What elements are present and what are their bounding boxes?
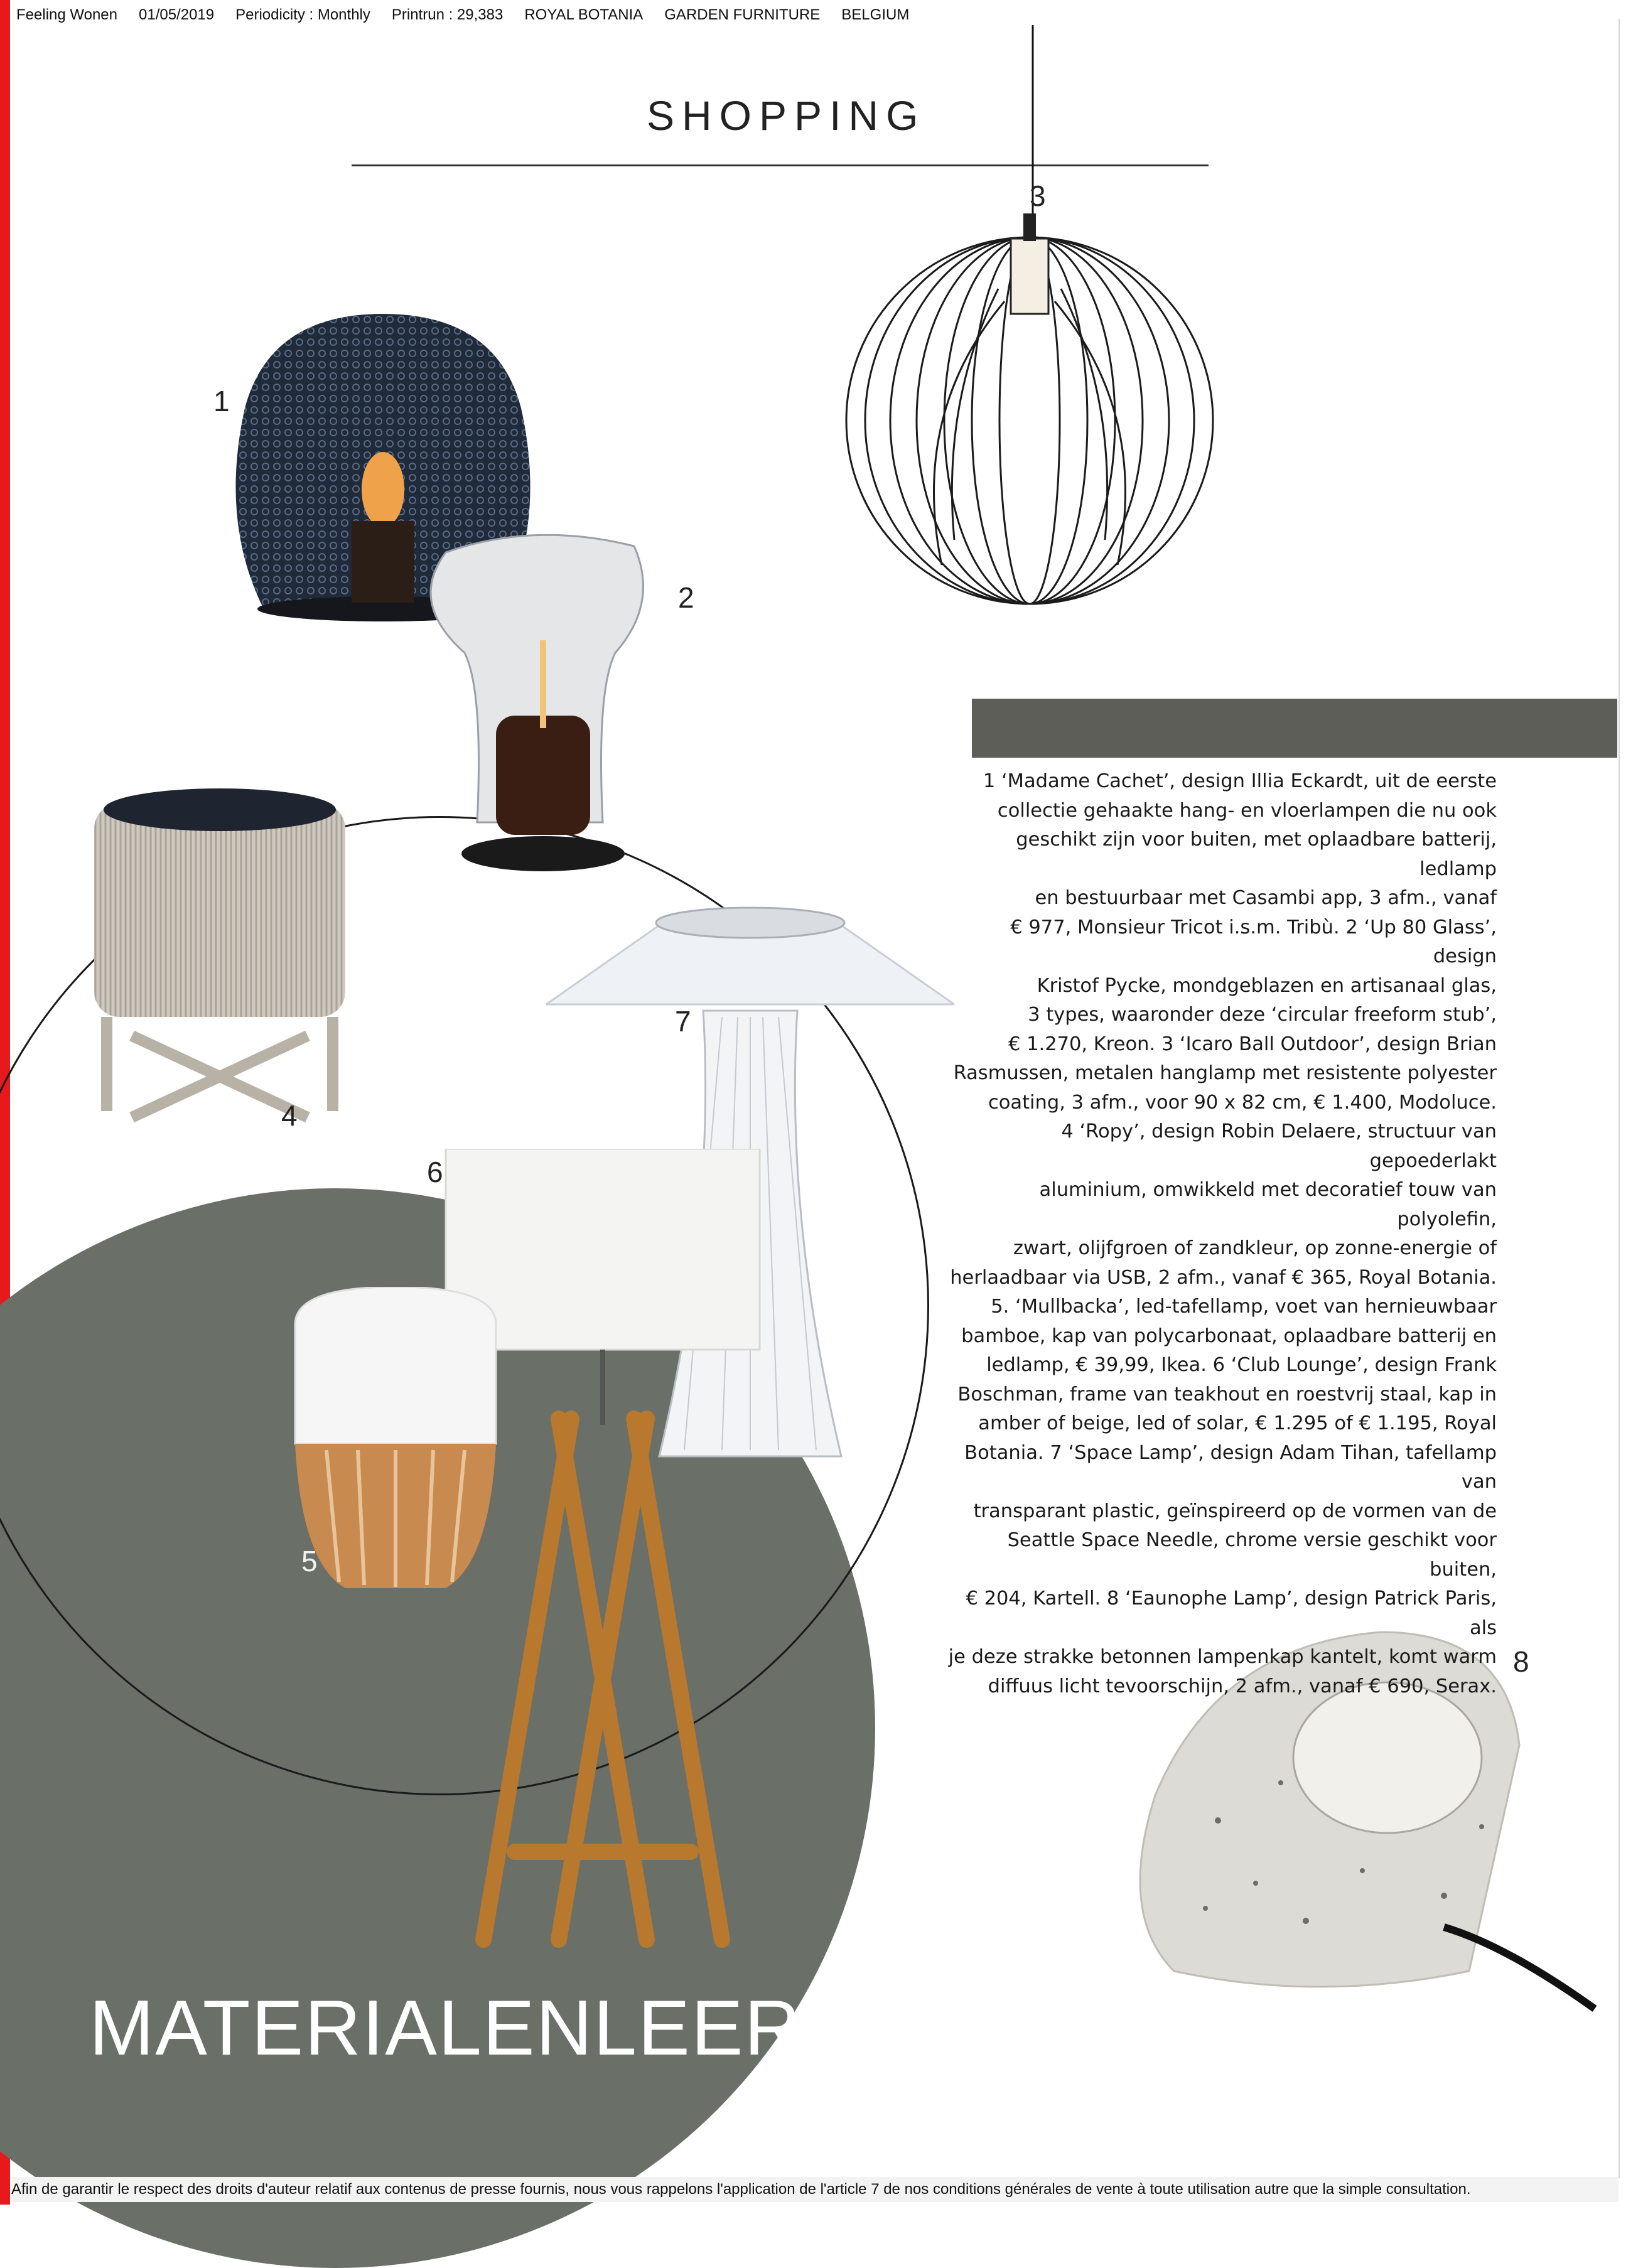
product-number-5: 5 <box>301 1545 318 1577</box>
header-client: ROYAL BOTANIA <box>524 6 644 23</box>
title-rule <box>352 164 1209 166</box>
product-number-2: 2 <box>678 581 694 614</box>
product-number-4: 4 <box>281 1099 298 1132</box>
page-edge-rule <box>1619 19 1620 2178</box>
feature-title: MATERIALENLEER <box>89 1985 802 2072</box>
header-date: 01/05/2019 <box>139 6 215 23</box>
rope-lantern-image <box>88 785 352 1161</box>
press-header <box>16 3 915 28</box>
product-number-6: 6 <box>427 1156 443 1188</box>
caption-band <box>972 699 1617 758</box>
wire-ball-pendant-image <box>835 213 1224 615</box>
header-printrun: Printrun : 29,383 <box>391 6 504 23</box>
product-descriptions: 1 ‘Madame Cachet’, design Illia Eckardt, uit de eerste collectie gehaakte hang- en vloerlampen die nu ook geschikt zijn voor buiten, met oplaadbare batterij, ledlamp en bestuurbaar met Casambi app, 3 afm., vanaf € 977, Monsieur Tricot i.s.m. Tribù. 2 ‘Up 80 Glass’, design Kristof Pycke, mondgeblazen en artisanaal glas, 3 types, waaronder deze ‘circular freeform stub’, € 1.270, Kreon. 3 ‘Icaro Ball Outdoor’, design Brian Rasmussen, metalen hanglamp met resistente polyester coating, 3 afm., voor 90 x 82 cm, € 1.400, Modoluce. 4 ‘Ropy’, design Robin Delaere, structuur van gepoederlakt aluminium, omwikkeld met decoratief touw van polyolefin, zwart, olijfgroen of zandkleur, op zonne-energie of herlaadbaar via USB, 2 afm., vanaf € 365, Royal Botania. 5. ‘Mullbacka’, led-tafellamp, voet van hernieuwbaar bamboe, kap van polycarbonaat, oplaadbare batterij en ledlamp, € 39,99, Ikea. 6 ‘Club Lounge’, design Frank Boschman, frame van teakhout en roestvrij staal, kap in amber of beige, led of solar, € 1.295 of € 1.195, Royal Botania. 7 ‘Space Lamp’, design Adam Tihan, tafellamp van transparant plastic, geïnspireerd op de vormen van de Seattle Space Needle, chrome versie geschikt voor buiten, € 204, Kartell. 8 ‘Eaunophe Lamp’, design Patrick Paris, als je deze strakke betonnen lampenkap kantelt, komt warm diffuus licht tevoorschijn, 2 afm., vanaf € 690, Serax. <box>948 770 1497 1697</box>
product-number-3: 3 <box>1030 180 1046 212</box>
section-title: SHOPPING <box>647 92 926 139</box>
product-number-8: 8 <box>1513 1645 1529 1678</box>
header-country: BELGIUM <box>841 6 910 23</box>
copyright-footer: Afin de garantir le respect des droits d'auteur relatif aux contenus de presse fournis, nous vous rappelons l'application de l'article 7 de nos conditions générales de vente à toute utilisation autre que la simple consultation. <box>11 2177 1619 2202</box>
header-category: GARDEN FURNITURE <box>664 6 821 23</box>
product-number-1: 1 <box>213 385 230 417</box>
header-periodicity: Periodicity : Monthly <box>235 6 370 23</box>
header-publication: Feeling Wonen <box>16 6 117 23</box>
product-number-7: 7 <box>675 1005 691 1038</box>
glass-lamp-image <box>408 527 672 879</box>
mullbacka-lamp-image <box>289 1287 502 1601</box>
